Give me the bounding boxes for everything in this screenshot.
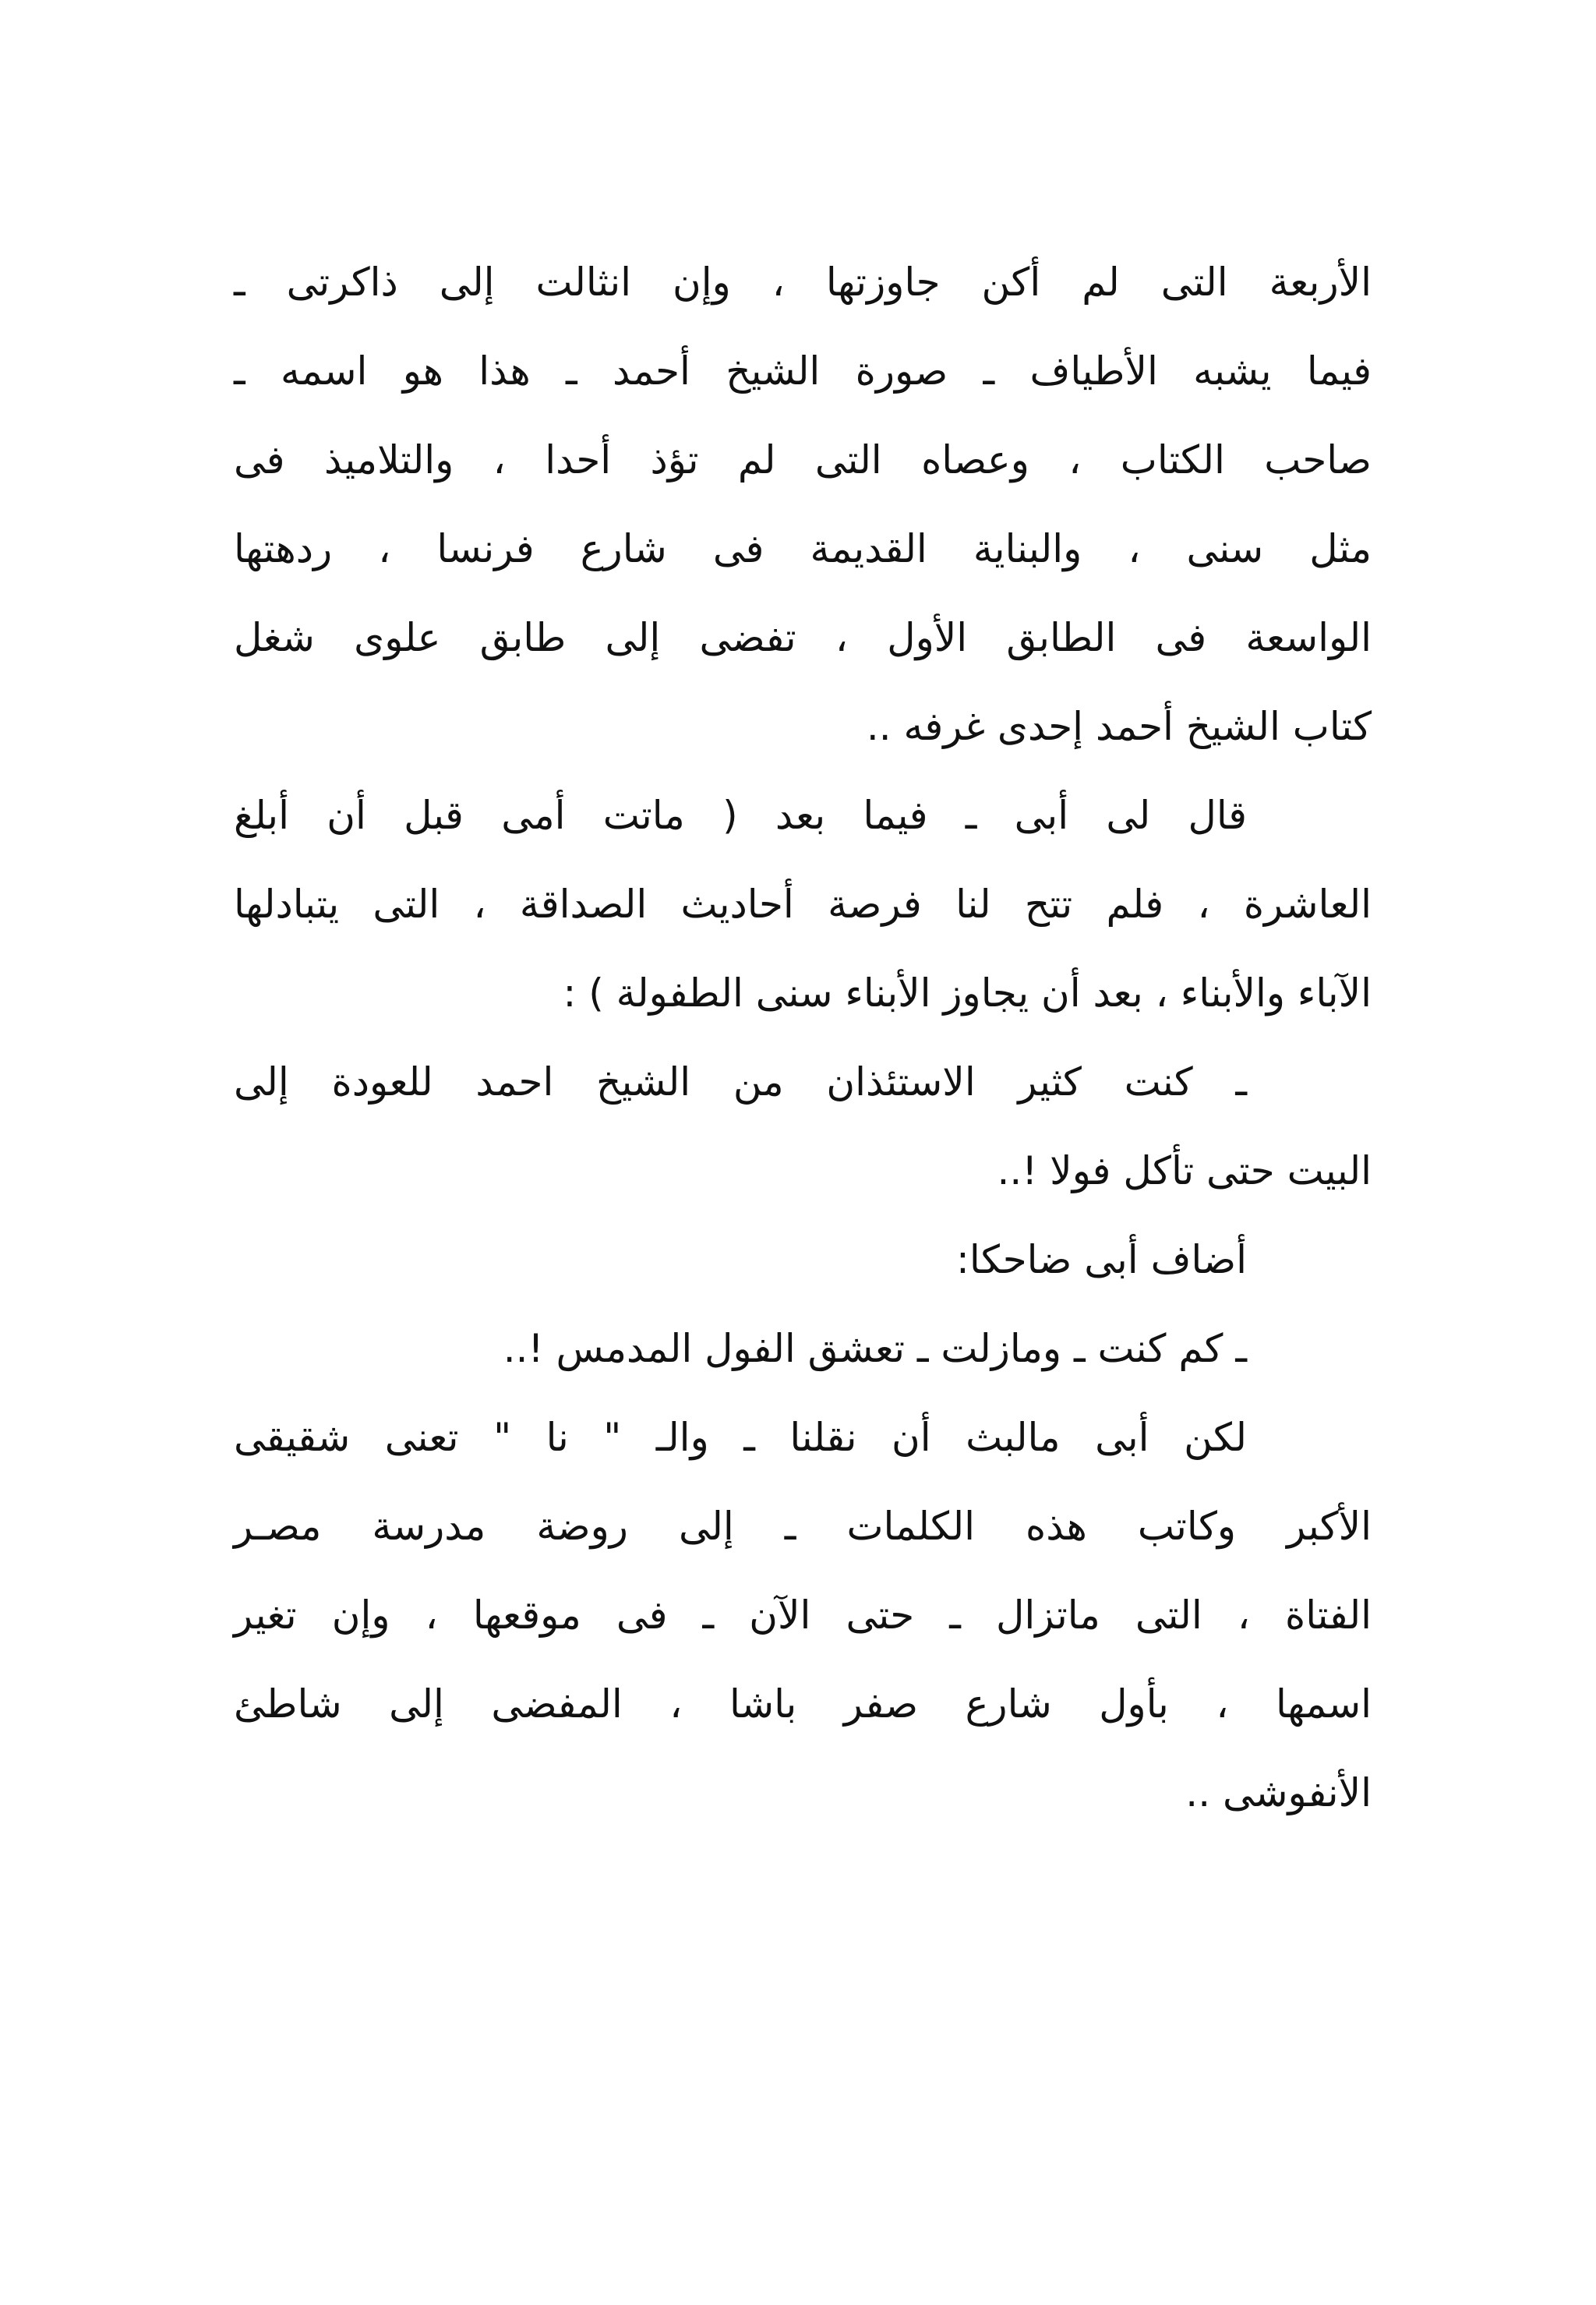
text-line: العاشرة ، فلم تتح لنا فرصة أحاديث الصداقة ، التى يتبادلها bbox=[234, 882, 1372, 927]
text-line: كتاب الشيخ أحمد إحدى غرفه .. bbox=[866, 704, 1372, 749]
text-line: الفتاة ، التى ماتزال ـ حتى الآن ـ فى موقعها ، وإن تغير bbox=[234, 1593, 1372, 1638]
text-line: لكن أبى مالبث أن نقلنا ـ والـ " نا " تعنى شقيقى bbox=[234, 1415, 1247, 1460]
text-line: الواسعة فى الطابق الأول ، تفضى إلى طابق علوى شغل bbox=[234, 615, 1372, 660]
text-line: الأكبر وكاتب هذه الكلمات ـ إلى روضة مدرسة مصـر bbox=[234, 1504, 1372, 1549]
text-line: صاحب الكتاب ، وعصاه التى لم تؤذ أحدا ، والتلاميذ فى bbox=[234, 437, 1372, 483]
text-line: الأربعة التى لم أكن جاوزتها ، وإن انثالت إلى ذاكرتى ـ bbox=[234, 260, 1372, 305]
text-line: الأنفوشى .. bbox=[1185, 1770, 1372, 1815]
text-line: اسمها ، بأول شارع صفر باشا ، المفضى إلى شاطئ bbox=[234, 1681, 1372, 1727]
text-line: قال لى أبى ـ فيما بعد ( ماتت أمى قبل أن أبلغ bbox=[234, 793, 1247, 838]
text-line: مثل سنى ، والبناية القديمة فى شارع فرنسا ، ردهتها bbox=[234, 526, 1372, 571]
text-line: ـ كنت كثير الاستئذان من الشيخ احمد للعودة إلى bbox=[234, 1059, 1247, 1105]
text-line: الآباء والأبناء ، بعد أن يجاوز الأبناء سنى الطفولة ) : bbox=[563, 970, 1372, 1016]
text-line: فيما يشبه الأطياف ـ صورة الشيخ أحمد ـ هذا هو اسمه ـ bbox=[234, 348, 1372, 394]
text-line: أضاف أبى ضاحكا: bbox=[956, 1237, 1247, 1282]
text-line: ـ كم كنت ـ ومازلت ـ تعشق الفول المدمس !.. bbox=[503, 1326, 1247, 1371]
text-line: البيت حتى تأكل فولا !.. bbox=[997, 1148, 1372, 1193]
body-text bbox=[234, 238, 1372, 1837]
